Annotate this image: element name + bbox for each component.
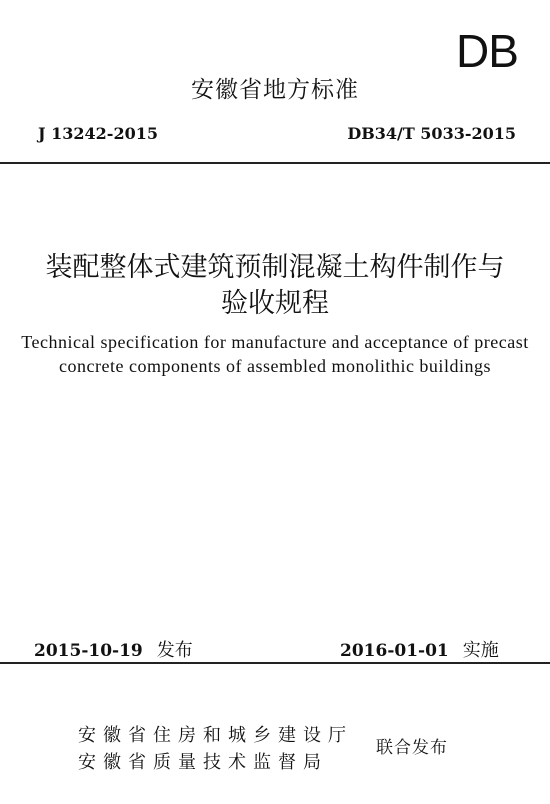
- db-logo: DB: [456, 25, 518, 77]
- issuing-authorities: [78, 722, 353, 776]
- issuer-quality-bureau: 安徽省质量技术监督局: [78, 752, 328, 773]
- publish-date: 2015-10-19: [34, 641, 143, 661]
- publish-label: 发布: [156, 640, 193, 661]
- title-cn-line2: 验收规程: [221, 288, 329, 319]
- title-en-line1: Technical specification for manufacture and acceptance of precast: [21, 332, 529, 352]
- title-cn-line1: 装配整体式建筑预制混凝土构件制作与: [45, 252, 505, 283]
- bottom-divider: [0, 662, 550, 664]
- implement-label: 实施: [462, 640, 499, 661]
- title-en-line2: concrete components of assembled monolithic buildings: [59, 356, 491, 376]
- title-chinese: [0, 250, 550, 322]
- joint-release-label: 联合发布: [376, 738, 448, 758]
- implement-date: 2016-01-01: [340, 641, 449, 661]
- title-english: [0, 330, 550, 378]
- issuer-housing-dept: 安徽省住房和城乡建设厅: [78, 725, 353, 746]
- filing-code: J 13242-2015: [38, 124, 158, 143]
- implement-date-row: [340, 640, 499, 662]
- publish-date-row: [34, 640, 193, 662]
- standard-type: 安徽省地方标准: [191, 77, 359, 103]
- standard-code: DB34/T 5033-2015: [347, 124, 516, 143]
- top-divider: [0, 162, 550, 164]
